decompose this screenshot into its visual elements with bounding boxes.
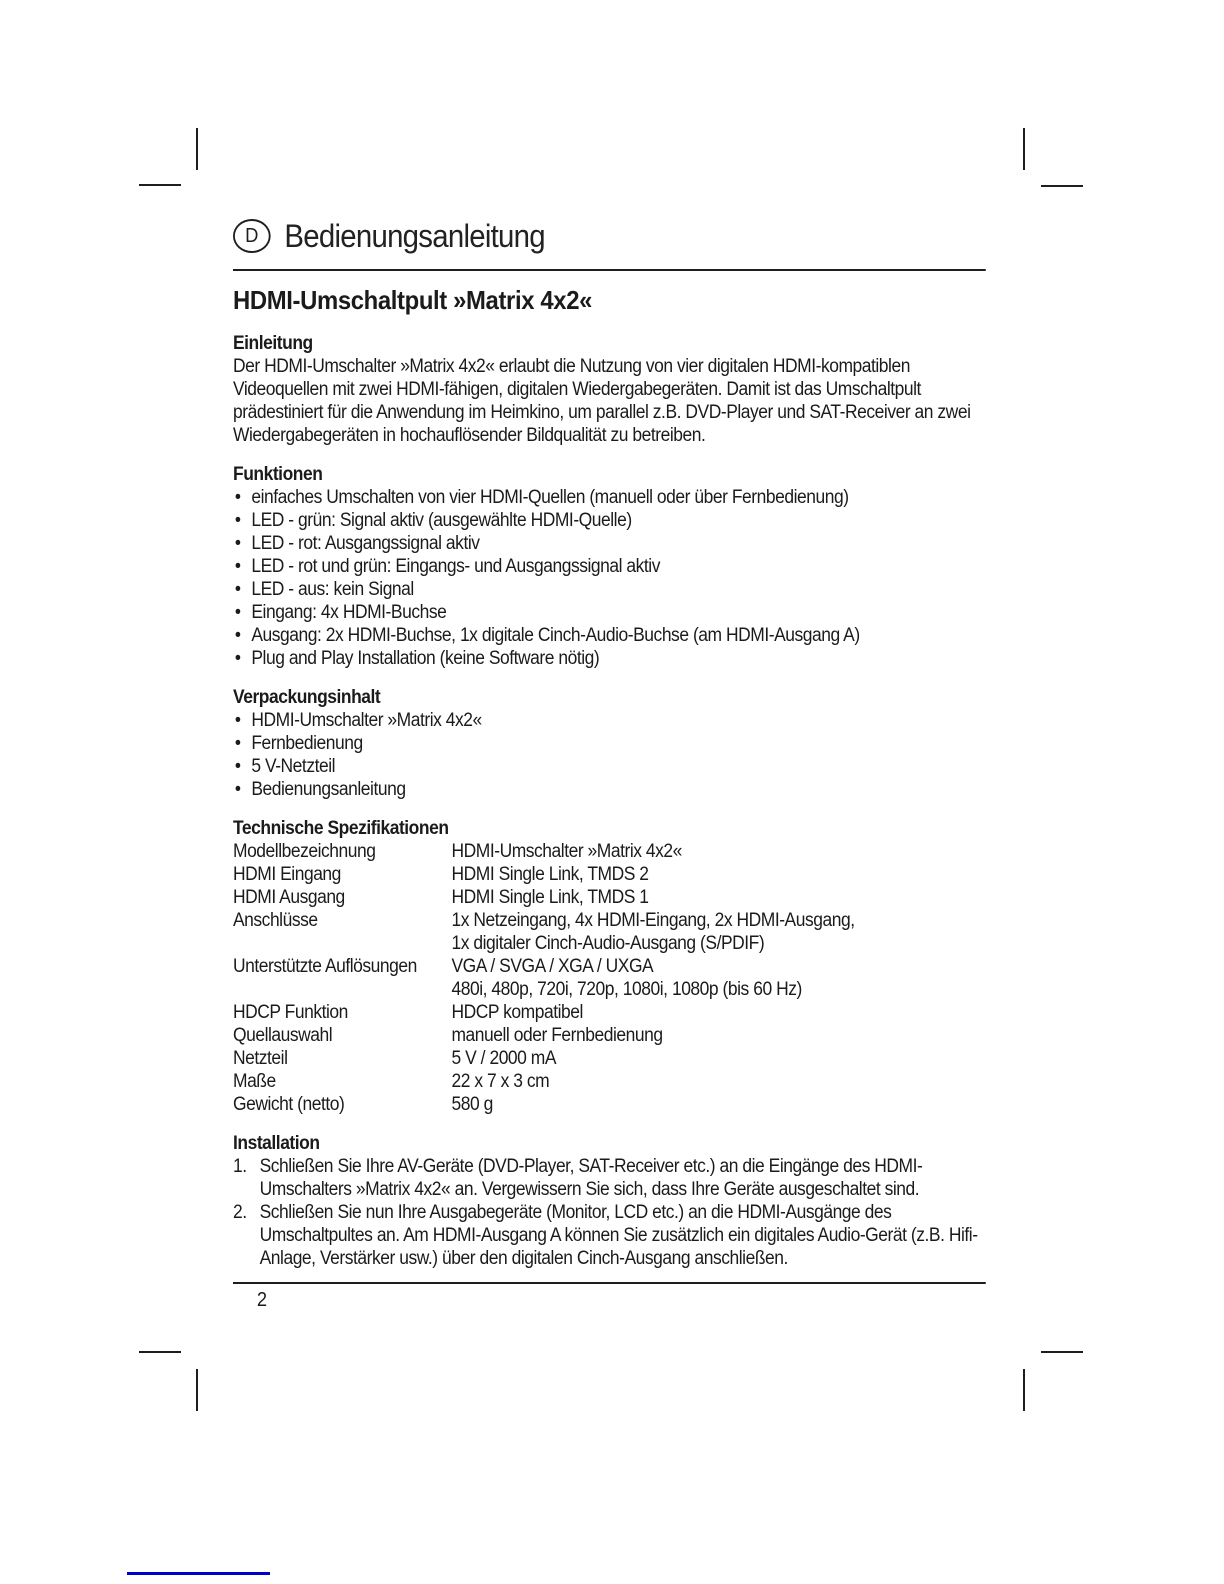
intro-paragraph: Der HDMI-Umschalter »Matrix 4x2« erlaubt die Nutzung von vier digitalen HDMI-kompatiblen Videoquellen mit zwei HDMI-fähigen, digitalen Wiedergabegeräten. Damit ist das Umschaltpult prädestiniert für die Anwendung im Heimkino, um parallel z.B. DVD-Player und SAT-Receiver an zwei Wiedergabegeräten in hochauflösender Bildqualität zu betreiben.	[233, 356, 971, 446]
manual-title: Bedienungsanleitung	[284, 217, 545, 254]
spec-label: Unterstützte Auflösungen	[233, 956, 417, 977]
registration-color-line	[127, 1572, 270, 1575]
spec-value: 22 x 7 x 3 cm	[451, 1071, 550, 1092]
spec-row	[233, 1070, 986, 1093]
crop-mark-top-right-vertical	[1023, 128, 1025, 170]
spec-value: HDMI Single Link, TMDS 2	[451, 864, 649, 885]
spec-label: HDMI Eingang	[233, 864, 341, 885]
spec-value: HDMI Single Link, TMDS 1	[451, 887, 649, 908]
spec-label: Quellauswahl	[233, 1025, 333, 1046]
package-item: • Fernbedienung	[233, 732, 986, 755]
step-text: Schließen Sie nun Ihre Ausgabegeräte (Monitor, LCD etc.) an die HDMI-Ausgänge des Umschaltpultes an. Am HDMI-Ausgang A können Sie zusätzlich ein digitales Audio-Gerät (z.B. Hifi-Anlage, Verstärker usw.) über den digitalen Cinch-Ausgang anschließen.	[259, 1202, 978, 1269]
spec-row	[233, 909, 986, 932]
crop-mark-bottom-right-vertical	[1023, 1369, 1025, 1411]
spec-label: HDMI Ausgang	[233, 887, 345, 908]
spec-label	[233, 932, 451, 955]
section-funktionen	[233, 463, 986, 670]
crop-mark-bottom-right-horizontal	[1041, 1351, 1083, 1353]
product-title: HDMI-Umschaltpult »Matrix 4x2«	[233, 285, 593, 315]
specs-heading: Technische Spezifikationen	[233, 818, 449, 839]
spec-value: 5 V / 2000 mA	[451, 1048, 557, 1069]
feature-item: • Eingang: 4x HDMI-Buchse	[233, 601, 986, 624]
section-spezifikationen	[233, 817, 986, 1116]
installation-steps	[233, 1155, 986, 1270]
spec-label: Modellbezeichnung	[233, 841, 376, 862]
masthead	[233, 216, 986, 256]
language-badge-icon	[233, 219, 271, 253]
feature-item: • LED - aus: kein Signal	[233, 578, 986, 601]
spec-label	[233, 978, 451, 1001]
spec-value: 1x digitaler Cinch-Audio-Ausgang (S/PDIF)	[451, 933, 765, 954]
spec-value: VGA / SVGA / XGA / UXGA	[451, 956, 654, 977]
spec-row	[233, 955, 986, 978]
features-list	[233, 486, 986, 670]
step-number: 2.	[233, 1202, 247, 1223]
spec-row	[233, 1047, 986, 1070]
spec-row	[233, 840, 986, 863]
spec-value: HDMI-Umschalter »Matrix 4x2«	[451, 841, 682, 862]
specs-table	[233, 840, 986, 1116]
feature-item: • Ausgang: 2x HDMI-Buchse, 1x digitale Cinch-Audio-Buchse (am HDMI-Ausgang A)	[233, 624, 986, 647]
spec-value: 480i, 480p, 720i, 720p, 1080i, 1080p (bis 60 Hz)	[451, 979, 802, 1000]
package-contents-heading: Verpackungsinhalt	[233, 687, 381, 708]
spec-row	[233, 978, 986, 1001]
language-badge-letter: D	[245, 224, 259, 247]
footer-rule	[233, 1282, 986, 1284]
installation-step	[233, 1155, 986, 1201]
spec-row	[233, 932, 986, 955]
section-einleitung	[233, 332, 986, 447]
feature-item: • einfaches Umschalten von vier HDMI-Quellen (manuell oder über Fernbedienung)	[233, 486, 986, 509]
spec-value: manuell oder Fernbedienung	[451, 1025, 663, 1046]
installation-step	[233, 1201, 986, 1270]
crop-mark-top-left-vertical	[196, 128, 198, 170]
crop-mark-top-right-horizontal	[1041, 185, 1083, 187]
manual-content	[233, 216, 986, 1312]
spec-label: Anschlüsse	[233, 910, 318, 931]
spec-label: Netzteil	[233, 1048, 288, 1069]
step-text: Schließen Sie Ihre AV-Geräte (DVD-Player, SAT-Receiver etc.) an die Eingänge des HDMI-Umschalters »Matrix 4x2« an. Vergewissern Sie sich, dass Ihre Geräte ausgeschaltet sind.	[259, 1156, 923, 1200]
spec-label: HDCP Funktion	[233, 1002, 348, 1023]
package-item: • Bedienungsanleitung	[233, 778, 986, 801]
header-rule	[233, 269, 986, 271]
spec-value: 580 g	[451, 1094, 493, 1115]
installation-heading: Installation	[233, 1133, 320, 1154]
spec-value: HDCP kompatibel	[451, 1002, 583, 1023]
spec-label: Gewicht (netto)	[233, 1094, 345, 1115]
package-item: • 5 V-Netzteil	[233, 755, 986, 778]
feature-item: • LED - grün: Signal aktiv (ausgewählte HDMI-Quelle)	[233, 509, 986, 532]
crop-mark-top-left-horizontal	[139, 184, 181, 186]
package-item: • HDMI-Umschalter »Matrix 4x2«	[233, 709, 986, 732]
spec-row	[233, 1024, 986, 1047]
section-verpackungsinhalt	[233, 686, 986, 801]
crop-mark-bottom-left-vertical	[196, 1369, 198, 1411]
feature-item: • LED - rot und grün: Eingangs- und Ausgangssignal aktiv	[233, 555, 986, 578]
crop-mark-bottom-left-horizontal	[139, 1351, 181, 1353]
package-contents-list	[233, 709, 986, 801]
spec-row	[233, 886, 986, 909]
spec-row	[233, 863, 986, 886]
page-number: 2	[256, 1289, 267, 1311]
spec-value: 1x Netzeingang, 4x HDMI-Eingang, 2x HDMI-Ausgang,	[451, 910, 855, 931]
features-heading: Funktionen	[233, 464, 323, 485]
section-installation	[233, 1132, 986, 1270]
spec-row	[233, 1093, 986, 1116]
intro-heading: Einleitung	[233, 333, 313, 354]
feature-item: • Plug and Play Installation (keine Software nötig)	[233, 647, 986, 670]
feature-item: • LED - rot: Ausgangssignal aktiv	[233, 532, 986, 555]
spec-label: Maße	[233, 1071, 276, 1092]
spec-row	[233, 1001, 986, 1024]
step-number: 1.	[233, 1156, 247, 1177]
